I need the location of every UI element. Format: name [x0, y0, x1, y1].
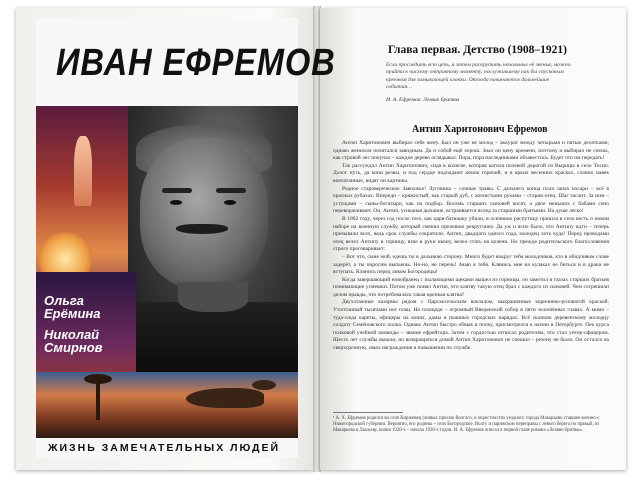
palm-trunk-illustration: [96, 380, 100, 420]
portrait-mustache: [176, 224, 228, 234]
paragraph: Двухэтажные казармы рядом с Царскосельским вокзалом, выкрашенные коричнево-розоватой краской. Утоптанный тысячами ног плац. На площади – огромный Введенский собор в пяти золочённых главах. А мимо – туда-сюда кареты, офицеры на конях, дамы в пышных городских нарядах. Всё сказкою деревенскому молодцу солдату Семёновского полка. Однако Антип быстро обвык в полку, присмотрелся к жизни в Петербурге. Пек курса полковой учебной команды – звание ефрейтора. Затем с гордостью отписал родителям, что стал унтер-офицером. Шесть лет службы вышли, но возвращаться домой Антип Харитонович не спешил – резону не было. Он остался на сверхсрочную, имел награждения в повышении по службе.: [333, 299, 609, 352]
paragraph: В 1882 году, через год после того, как царя-батюшку убили, в осеннюю распутицу пришла в село весть о новом наборе на военную службу, который сменил прежнюю рекрутчину. Да уж и ясно было, что Антипу идти – теперь призывали всех, ведь срок службы сократили. Антип, двадцати одного года, молодец хоть куда! Перед проводами отец велел Антипу в горницу, взял в руки икону, велел стать на колени. Но прежде родительского благословения строго проговаривает:: [333, 215, 609, 253]
body-text: [333, 140, 609, 364]
author2-last-name: Смирнов: [44, 340, 103, 355]
woman-figure-illustration: [74, 136, 92, 206]
paragraph: – Вот что, сыне мой, едешь ты в дальнюю сторону. Много будет вокруг тебя молодчиков, кто в обидчивом слове задерёт, а ты поросим выпьешь. Но-но, не перечь! Знаю я тебя. Клянись мне на кулаках не биться и в драки не вступать. Клянись перед ликом Богородицы!: [333, 253, 609, 276]
author1-last-name: Ерёмина: [44, 306, 101, 321]
paragraph: Родное старовереческое Заволжье! Луговина – сочные травы. С дальнего конца поля запах косари – всё в красных рубахах. Впереди – кряжистый, как старый дуб, с жилистыми руками – старик-отец. Шаг заслит. За ним – устущами – сыны-богатыри, как на подбор. Восемь старших сыновей косят, а двое меньших с бабами сено переворачивают. Он, Антип, усиканая дыхание, встраивается вслед за старшими братьями. На душе легко!: [333, 185, 609, 215]
epigraph: Если проследить всю цепь, и затем раскрутить начальные её звенья, можно прийти к чисхему отправному моменту, послужившему как бы спусковым крючком для замыкающей хлопки. Отсюда начинаются дальнейшие события…: [386, 62, 571, 90]
cover-title: ИВАН ЕФРЕМОВ: [56, 42, 336, 84]
portrait-collar: [178, 282, 248, 312]
portrait-face: [140, 138, 268, 288]
book-cover: [36, 18, 336, 458]
author1-first-name: Ольга: [44, 293, 84, 308]
portrait-shirt: [128, 302, 298, 372]
author2-first-name: Николай: [44, 327, 100, 342]
paragraph: Когда завершающий новобранец с пылающими щеками вышел из горницы, он заметил в глазах старших братьев понимающие усмешки. Потом уже понял Антип, что клятву такую отец брал с каждого из сыновей. Чем согрешили делом правды, что потребовалась такая крепкая клятва?: [333, 276, 609, 298]
portrait-right-brow: [216, 188, 246, 193]
section-title: Антип Харитонович Ефремов: [412, 124, 548, 135]
palm-crown-illustration: [84, 374, 112, 384]
author-portrait: [128, 106, 298, 372]
footnote: ¹ А. Х. Ефремов родился во селе Кирживец (живых присмо Волгаго, и окрестностях уездного города Макарьево ставшее военно-с Нижегородской губернии. Вероятно, его родины – село Богородское. Волгу и парижском переправы с левого берега по правый, из Макарьева в Лыскову, копия 1920-х – начала 1930-х годов. И. А. Ефремов описал в первой главе романа «Лезвие бритвы».: [333, 416, 600, 433]
series-name: ЖИЗНЬ ЗАМЕЧАТЕЛЬНЫХ ЛЮДЕЙ: [48, 442, 281, 454]
footnote-divider: [333, 412, 403, 413]
chapter-title: Глава первая. Детство (1908–1921): [388, 44, 567, 56]
paragraph: Антип Харитонович выбирал себе жену. Был он уже не молод – аккурат между четырьмя и пятью десятками, однако женихом почитался завидным. Да и собой ещё хорош. Знал он цену времени, поэтому и выбирал не спеша, как стровой лес покупал – каждое дерево оглядывал. Пора, пора наследниками обзавестись. Будет что им передать!: [333, 140, 609, 162]
portrait-right-eye: [224, 200, 236, 205]
dinosaur-illustration: [186, 388, 264, 408]
epigraph-signature: И. А. Ефремов. Лезвие бритвы: [386, 97, 460, 103]
paragraph: Так рассуждал Антип Харитонович, сидя в коляске, которая катила полевой дорогой из Вырицы в село Тосно. Долог путь, да кони резвы, и под сердце подпадают комок горячий, и в ярких весенних красках, словно навек впечатанные, видят он картины.: [333, 162, 609, 184]
portrait-left-eye: [170, 200, 182, 205]
dinosaur-head-illustration: [252, 380, 276, 390]
portrait-left-brow: [162, 188, 192, 193]
cover-authors: [44, 294, 103, 354]
